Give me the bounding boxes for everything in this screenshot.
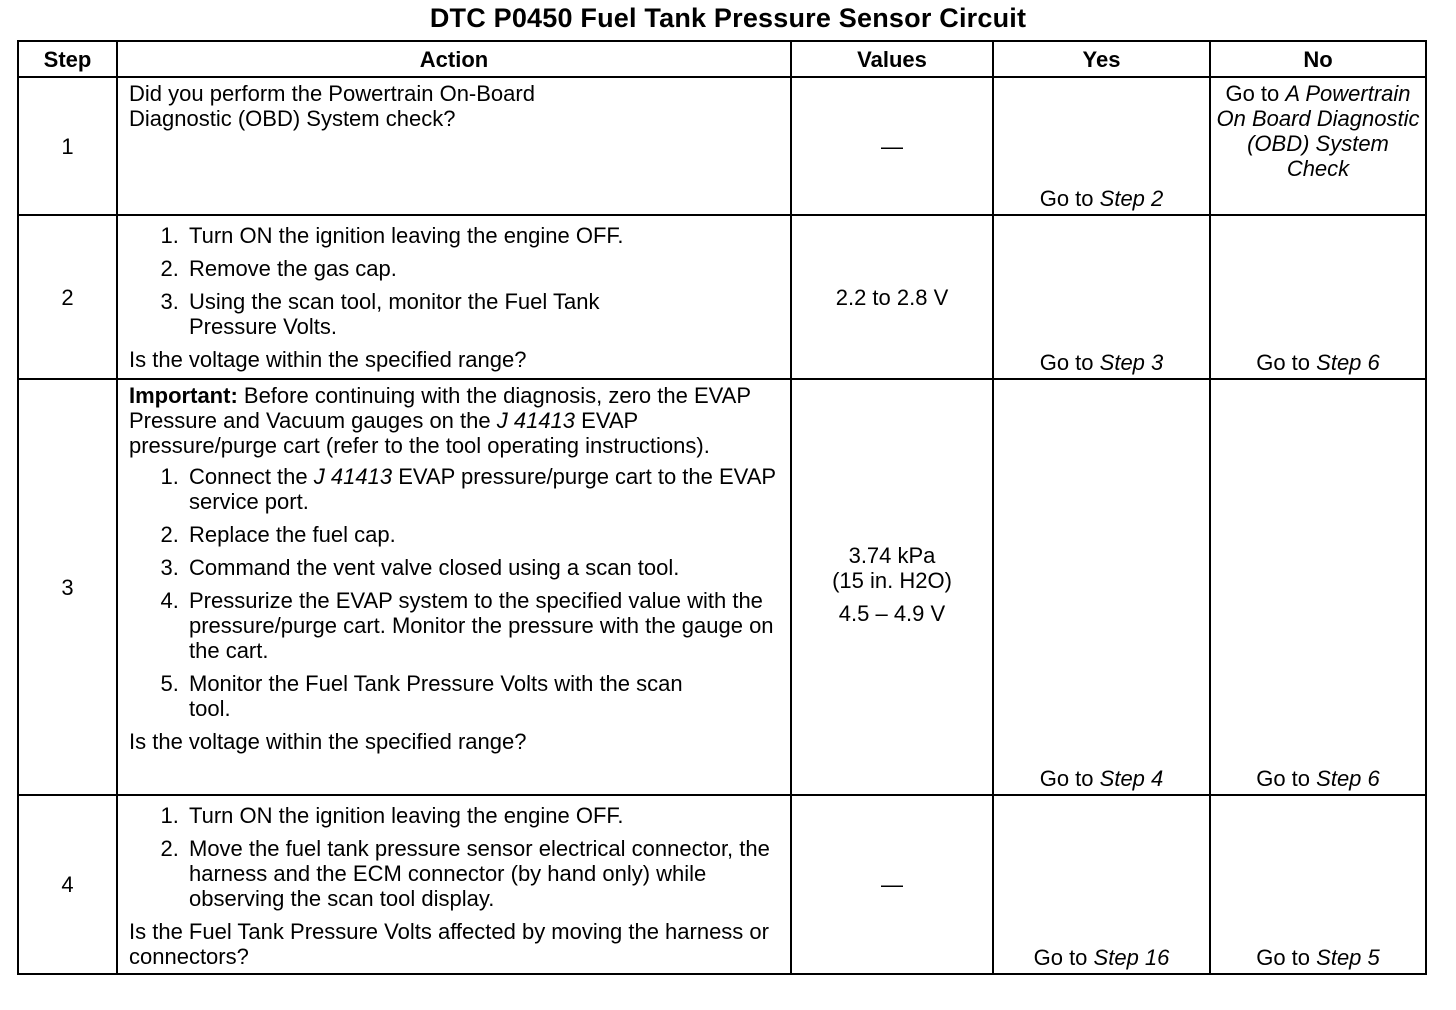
tool-number: J 41413	[313, 464, 393, 489]
header-step: Step	[18, 41, 117, 77]
action-cell	[117, 77, 791, 215]
table-row	[18, 215, 1426, 379]
goto-label: Go to	[1256, 766, 1311, 791]
table-header-row	[18, 41, 1426, 77]
no-cell	[1210, 215, 1426, 379]
action-list	[129, 464, 780, 721]
list-item: 1. Turn ON the ignition leaving the engine OFF.	[185, 223, 780, 248]
diagnostic-table	[17, 40, 1427, 975]
list-item: 2. Replace the fuel cap.	[185, 522, 780, 547]
goto-label: Go to	[1256, 945, 1311, 970]
action-cell	[117, 379, 791, 795]
no-cell	[1210, 795, 1426, 974]
value-pressure-kpa: 3.74 kPa	[848, 543, 936, 568]
values-cell: —	[791, 77, 993, 215]
yes-cell	[993, 795, 1210, 974]
list-item: 2. Move the fuel tank pressure sensor electrical connector, the harness and the ECM connector (by hand only) while observing the scan tool display.	[185, 836, 780, 911]
yes-link-step-16[interactable]: Step 16	[1093, 945, 1170, 970]
goto-label: Go to	[1033, 945, 1088, 970]
action-question: Is the voltage within the specified range?	[129, 347, 527, 372]
header-values: Values	[791, 41, 993, 77]
important-note: Important: Before continuing with the diagnosis, zero the EVAP Pressure and Vacuum gauges on the J 41413 EVAP pressure/purge cart (refer to the tool operating instructions).	[129, 383, 751, 458]
action-question: Is the Fuel Tank Pressure Volts affected by moving the harness or connectors?	[129, 919, 769, 969]
list-item: 3. Using the scan tool, monitor the Fuel Tank Pressure Volts.	[185, 289, 780, 339]
no-link-step-6[interactable]: Step 6	[1316, 350, 1380, 375]
value-pressure-inh2o: (15 in. H2O)	[832, 568, 952, 593]
action-list	[129, 803, 780, 911]
header-yes: Yes	[993, 41, 1210, 77]
yes-cell	[993, 215, 1210, 379]
tool-number: J 41413	[496, 408, 576, 433]
yes-link-step-3[interactable]: Step 3	[1099, 350, 1164, 375]
no-cell	[1210, 379, 1426, 795]
table-row	[18, 795, 1426, 974]
yes-link-step-4[interactable]: Step 4	[1099, 766, 1164, 791]
value-voltage-range: 4.5 – 4.9 V	[838, 601, 946, 626]
list-item: 3. Command the vent valve closed using a scan tool.	[185, 555, 780, 580]
yes-link-step-2[interactable]: Step 2	[1099, 186, 1164, 211]
goto-label: Go to	[1039, 350, 1094, 375]
values-cell: 2.2 to 2.8 V	[791, 215, 993, 379]
page-title: DTC P0450 Fuel Tank Pressure Sensor Circuit	[429, 3, 1027, 33]
no-cell	[1210, 77, 1426, 215]
action-question: Is the voltage within the specified range?	[129, 729, 527, 754]
values-cell: —	[791, 795, 993, 974]
header-no: No	[1210, 41, 1426, 77]
table-row	[18, 379, 1426, 795]
step-number: 4	[18, 795, 117, 974]
goto-label: Go to	[1039, 186, 1094, 211]
step-number: 1	[18, 77, 117, 215]
list-item: 2. Remove the gas cap.	[185, 256, 780, 281]
table-row	[18, 77, 1426, 215]
list-item: 5. Monitor the Fuel Tank Pressure Volts with the scan tool.	[185, 671, 780, 721]
goto-label: Go to	[1039, 766, 1094, 791]
no-link-obd-system-check[interactable]: A Powertrain On Board Diagnostic (OBD) System Check	[1216, 81, 1420, 181]
action-cell	[117, 215, 791, 379]
list-item: 1. Connect the J 41413 EVAP pressure/purge cart to the EVAP service port.	[185, 464, 780, 514]
header-action: Action	[117, 41, 791, 77]
action-list	[129, 223, 780, 339]
action-question: Did you perform the Powertrain On-Board Diagnostic (OBD) System check?	[129, 81, 535, 131]
no-link-step-5[interactable]: Step 5	[1316, 945, 1380, 970]
step-number: 2	[18, 215, 117, 379]
action-cell	[117, 795, 791, 974]
yes-cell	[993, 77, 1210, 215]
no-link-step-6[interactable]: Step 6	[1316, 766, 1380, 791]
important-label: Important:	[129, 383, 238, 408]
list-item: 1. Turn ON the ignition leaving the engine OFF.	[185, 803, 780, 828]
goto-label: Go to	[1225, 81, 1280, 106]
yes-cell	[993, 379, 1210, 795]
step-number: 3	[18, 379, 117, 795]
values-cell	[791, 379, 993, 795]
goto-label: Go to	[1256, 350, 1311, 375]
list-item: 4. Pressurize the EVAP system to the specified value with the pressure/purge cart. Monitor the pressure with the gauge on the cart.	[185, 588, 780, 663]
